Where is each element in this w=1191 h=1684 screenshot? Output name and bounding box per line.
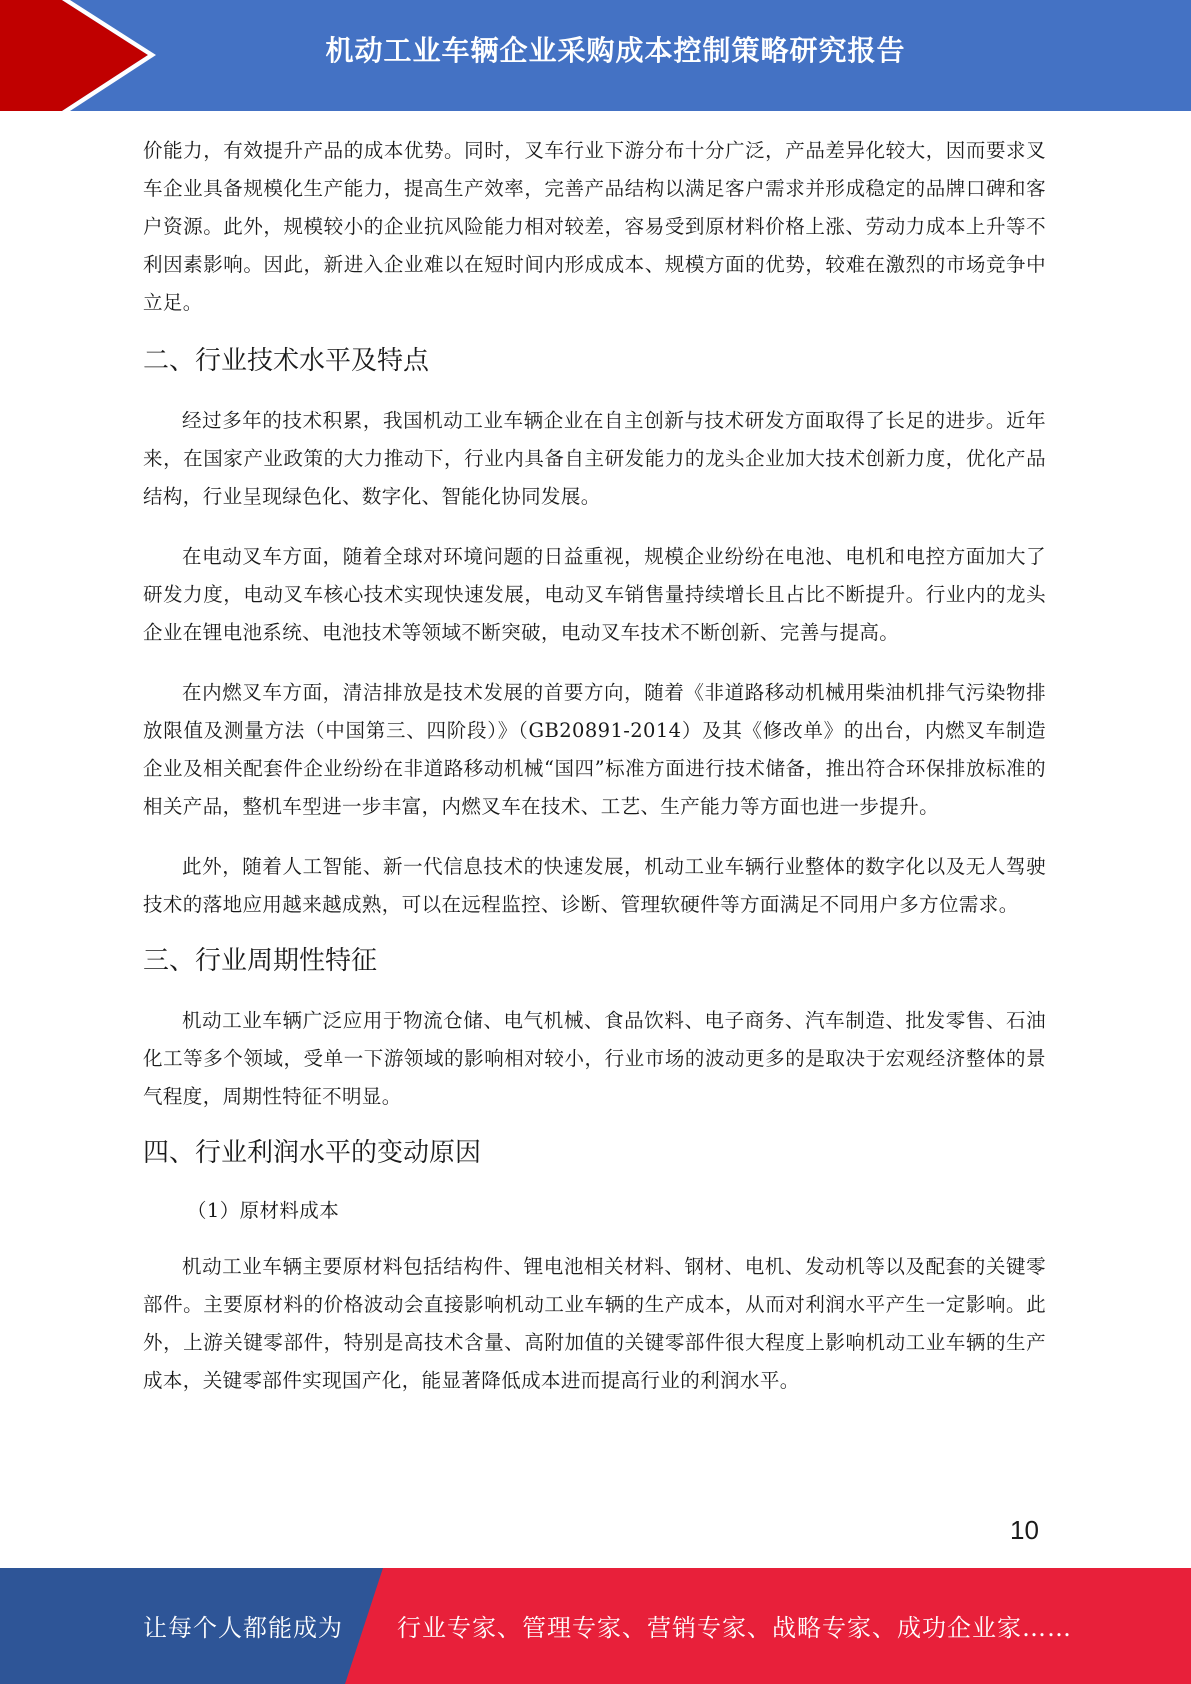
paragraph: 机动工业车辆主要原材料包括结构件、锂电池相关材料、钢材、电机、发动机等以及配套的关键零部件。主要原材料的价格波动会直接影响机动工业车辆的生产成本，从而对利润水平产生一定影响。此外，上游关键零部件，特别是高技术含量、高附加值的关键零部件很大程度上影响机动工业车辆的生产成本，关键零部件实现国产化，能显著降低成本进而提高行业的利润水平。 xyxy=(143,1255,1046,1392)
footer-slogan-left: 让每个人都能成为 xyxy=(143,1614,343,1642)
page-footer xyxy=(0,1568,1191,1684)
section-heading-technology: 二、行业技术水平及特点 xyxy=(143,346,430,376)
paragraph: 在电动叉车方面，随着全球对环境问题的日益重视，规模企业纷纷在电池、电机和电控方面加大了研发力度，电动叉车核心技术实现快速发展，电动叉车销售量持续增长且占比不断提升。行业内的龙头企业在锂电池系统、电池技术等领域不断突破，电动叉车技术不断创新、完善与提高。 xyxy=(143,545,1046,644)
page-number: 10 xyxy=(1010,1515,1039,1545)
paragraph: 此外，随着人工智能、新一代信息技术的快速发展，机动工业车辆行业整体的数字化以及无人驾驶技术的落地应用越来越成熟，可以在远程监控、诊断、管理软硬件等方面满足不同用户多方位需求。 xyxy=(143,855,1046,916)
report-title: 机动工业车辆企业采购成本控制策略研究报告 xyxy=(325,34,906,67)
page-header xyxy=(0,0,1191,111)
intro-paragraph: 价能力，有效提升产品的成本优势。同时，叉车行业下游分布十分广泛，产品差异化较大，因而要求叉车企业具备规模化生产能力，提高生产效率，完善产品结构以满足客户需求并形成稳定的品牌口碑和客户资源。此外，规模较小的企业抗风险能力相对较差，容易受到原材料价格上涨、劳动力成本上升等不利因素影响。因此，新进入企业难以在短时间内形成成本、规模方面的优势，较难在激烈的市场竞争中立足。 xyxy=(143,139,1046,314)
section-heading-cyclicality: 三、行业周期性特征 xyxy=(143,946,378,976)
footer-slogan-right: 行业专家、管理专家、营销专家、战略专家、成功企业家…… xyxy=(397,1614,1072,1642)
subheading-raw-material-cost: （1）原材料成本 xyxy=(187,1199,340,1222)
page-content xyxy=(143,132,1046,1400)
paragraph: 机动工业车辆广泛应用于物流仓储、电气机械、食品饮料、电子商务、汽车制造、批发零售、石油化工等多个领域，受单一下游领域的影响相对较小，行业市场的波动更多的是取决于宏观经济整体的景气程度，周期性特征不明显。 xyxy=(143,1009,1046,1108)
paragraph: 经过多年的技术积累，我国机动工业车辆企业在自主创新与技术研发方面取得了长足的进步。近年来，在国家产业政策的大力推动下，行业内具备自主研发能力的龙头企业加大技术创新力度，优化产品结构，行业呈现绿色化、数字化、智能化协同发展。 xyxy=(143,409,1046,508)
paragraph: 在内燃叉车方面，清洁排放是技术发展的首要方向，随着《非道路移动机械用柴油机排气污染物排放限值及测量方法（中国第三、四阶段）》（GB20891-2014）及其《修改单》的出台，内燃叉车制造企业及相关配套件企业纷纷在非道路移动机械“国四”标准方面进行技术储备，推出符合环保排放标准的相关产品，整机车型进一步丰富，内燃叉车在技术、工艺、生产能力等方面也进一步提升。 xyxy=(143,681,1046,818)
section-heading-profit: 四、行业利润水平的变动原因 xyxy=(143,1138,482,1168)
